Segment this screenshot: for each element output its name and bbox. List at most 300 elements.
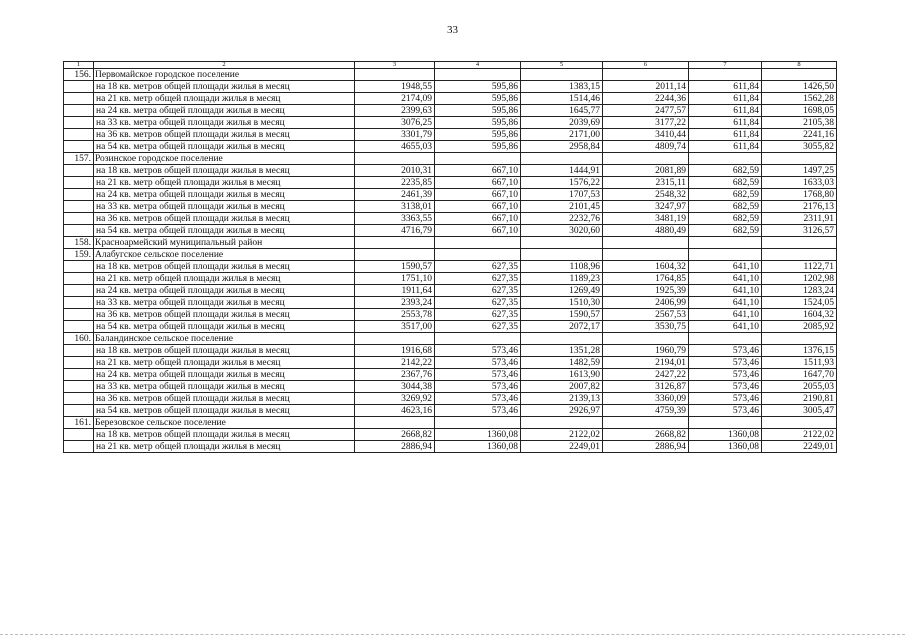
- value-cell: [603, 249, 689, 261]
- row-label-cell: на 36 кв. метров общей площади жилья в месяц: [94, 309, 355, 321]
- section-row: [64, 69, 837, 81]
- value-cell: 627,35: [435, 297, 521, 309]
- value-cell: 611,84: [689, 129, 762, 141]
- value-cell: 1514,46: [521, 93, 603, 105]
- value-cell: 2553,78: [355, 309, 435, 321]
- row-number-cell: [64, 285, 94, 297]
- value-cell: 573,46: [689, 357, 762, 369]
- row-number-cell: [64, 141, 94, 153]
- value-cell: [689, 237, 762, 249]
- value-cell: 2406,99: [603, 297, 689, 309]
- section-row: [64, 237, 837, 249]
- value-cell: 1613,90: [521, 369, 603, 381]
- value-cell: 2461,39: [355, 189, 435, 201]
- row-number-cell: [64, 177, 94, 189]
- value-cell: [603, 333, 689, 345]
- row-number-cell: [64, 381, 94, 393]
- value-cell: 2072,17: [521, 321, 603, 333]
- value-cell: [603, 153, 689, 165]
- column-number-cell: 3: [355, 62, 435, 69]
- value-cell: 1645,77: [521, 105, 603, 117]
- value-cell: 3269,92: [355, 393, 435, 405]
- value-cell: 1764,85: [603, 273, 689, 285]
- value-cell: 3126,87: [603, 381, 689, 393]
- row-number-cell: [64, 81, 94, 93]
- value-cell: 1202,98: [762, 273, 837, 285]
- table-row: [64, 201, 837, 213]
- column-number-cell: 5: [521, 62, 603, 69]
- value-cell: 2122,02: [762, 429, 837, 441]
- value-cell: 1751,10: [355, 273, 435, 285]
- value-cell: 1383,15: [521, 81, 603, 93]
- value-cell: 1376,15: [762, 345, 837, 357]
- section-title-cell: Березовское сельское поселение: [94, 417, 355, 429]
- value-cell: 4716,79: [355, 225, 435, 237]
- column-number-cell: 4: [435, 62, 521, 69]
- value-cell: 2055,03: [762, 381, 837, 393]
- value-cell: [689, 69, 762, 81]
- value-cell: 2010,31: [355, 165, 435, 177]
- value-cell: 1911,64: [355, 285, 435, 297]
- value-cell: 682,59: [689, 225, 762, 237]
- value-cell: 2081,89: [603, 165, 689, 177]
- table-row: [64, 441, 837, 453]
- value-cell: 4809,74: [603, 141, 689, 153]
- row-number-cell: [64, 441, 94, 453]
- column-number-cell: 7: [689, 62, 762, 69]
- value-cell: 573,46: [435, 393, 521, 405]
- value-cell: 2427,22: [603, 369, 689, 381]
- table-row: [64, 141, 837, 153]
- value-cell: 2567,53: [603, 309, 689, 321]
- value-cell: 2477,57: [603, 105, 689, 117]
- value-cell: 1360,08: [435, 429, 521, 441]
- section-title-cell: Розинское городское поселение: [94, 153, 355, 165]
- value-cell: 2122,02: [521, 429, 603, 441]
- row-label-cell: на 54 кв. метров общей площади жилья в месяц: [94, 405, 355, 417]
- row-number-cell: 159.: [64, 249, 94, 261]
- value-cell: 641,10: [689, 273, 762, 285]
- value-cell: 611,84: [689, 141, 762, 153]
- value-cell: 2315,11: [603, 177, 689, 189]
- value-cell: 1524,05: [762, 297, 837, 309]
- table-row: [64, 321, 837, 333]
- value-cell: 682,59: [689, 165, 762, 177]
- value-cell: [435, 153, 521, 165]
- row-number-cell: 160.: [64, 333, 94, 345]
- row-label-cell: на 24 кв. метра общей площади жилья в месяц: [94, 105, 355, 117]
- value-cell: 3055,82: [762, 141, 837, 153]
- value-cell: 3177,22: [603, 117, 689, 129]
- section-title-cell: Первомайское городское поселение: [94, 69, 355, 81]
- value-cell: 2194,01: [603, 357, 689, 369]
- value-cell: 3410,44: [603, 129, 689, 141]
- value-cell: [603, 237, 689, 249]
- value-cell: 2548,32: [603, 189, 689, 201]
- value-cell: 3020,60: [521, 225, 603, 237]
- row-label-cell: на 21 кв. метр общей площади жилья в месяц: [94, 93, 355, 105]
- table-row: [64, 285, 837, 297]
- value-cell: 1269,49: [521, 285, 603, 297]
- value-cell: 3247,97: [603, 201, 689, 213]
- value-cell: 4880,49: [603, 225, 689, 237]
- value-cell: 3363,55: [355, 213, 435, 225]
- value-cell: 3517,00: [355, 321, 435, 333]
- table-row: [64, 345, 837, 357]
- row-number-cell: [64, 297, 94, 309]
- value-cell: 595,86: [435, 81, 521, 93]
- tariff-table: [63, 61, 837, 453]
- table-row: [64, 165, 837, 177]
- value-cell: 3301,79: [355, 129, 435, 141]
- value-cell: 1108,96: [521, 261, 603, 273]
- value-cell: 682,59: [689, 177, 762, 189]
- value-cell: [355, 333, 435, 345]
- value-cell: 1360,08: [689, 429, 762, 441]
- value-cell: 1604,32: [603, 261, 689, 273]
- value-cell: [355, 69, 435, 81]
- table-row: [64, 357, 837, 369]
- value-cell: 1590,57: [521, 309, 603, 321]
- value-cell: 573,46: [689, 405, 762, 417]
- value-cell: [521, 69, 603, 81]
- value-cell: 3044,38: [355, 381, 435, 393]
- value-cell: 641,10: [689, 297, 762, 309]
- value-cell: 627,35: [435, 285, 521, 297]
- value-cell: 2668,82: [603, 429, 689, 441]
- table-row: [64, 309, 837, 321]
- row-label-cell: на 36 кв. метров общей площади жилья в месяц: [94, 393, 355, 405]
- value-cell: 641,10: [689, 261, 762, 273]
- row-label-cell: на 18 кв. метров общей площади жилья в месяц: [94, 165, 355, 177]
- value-cell: 3005,47: [762, 405, 837, 417]
- value-cell: 1960,79: [603, 345, 689, 357]
- value-cell: 2926,97: [521, 405, 603, 417]
- value-cell: 667,10: [435, 165, 521, 177]
- row-label-cell: на 24 кв. метра общей площади жилья в месяц: [94, 189, 355, 201]
- section-title-cell: Алабугское сельское поселение: [94, 249, 355, 261]
- value-cell: 2190,81: [762, 393, 837, 405]
- value-cell: 1426,50: [762, 81, 837, 93]
- value-cell: [355, 249, 435, 261]
- row-label-cell: на 54 кв. метра общей площади жилья в месяц: [94, 225, 355, 237]
- value-cell: 1948,55: [355, 81, 435, 93]
- value-cell: 1576,22: [521, 177, 603, 189]
- value-cell: 573,46: [689, 381, 762, 393]
- value-cell: 4623,16: [355, 405, 435, 417]
- section-title-cell: Красноармейский муниципальный район: [94, 237, 355, 249]
- value-cell: [521, 249, 603, 261]
- value-cell: 667,10: [435, 201, 521, 213]
- row-number-cell: [64, 429, 94, 441]
- value-cell: 1189,23: [521, 273, 603, 285]
- section-row: [64, 333, 837, 345]
- value-cell: 1647,70: [762, 369, 837, 381]
- value-cell: [689, 417, 762, 429]
- row-number-cell: [64, 117, 94, 129]
- value-cell: [521, 333, 603, 345]
- value-cell: 1283,24: [762, 285, 837, 297]
- table-body: [64, 62, 837, 453]
- value-cell: 3126,57: [762, 225, 837, 237]
- value-cell: 611,84: [689, 105, 762, 117]
- table-row: [64, 213, 837, 225]
- section-row: [64, 249, 837, 261]
- row-number-cell: [64, 201, 94, 213]
- value-cell: 2241,16: [762, 129, 837, 141]
- value-cell: [355, 417, 435, 429]
- value-cell: 682,59: [689, 189, 762, 201]
- row-number-cell: [64, 405, 94, 417]
- value-cell: 1633,03: [762, 177, 837, 189]
- row-number-cell: [64, 105, 94, 117]
- table-row: [64, 225, 837, 237]
- row-label-cell: на 21 кв. метр общей площади жилья в месяц: [94, 177, 355, 189]
- row-label-cell: на 36 кв. метров общей площади жилья в месяц: [94, 129, 355, 141]
- row-label-cell: на 24 кв. метра общей площади жилья в месяц: [94, 369, 355, 381]
- value-cell: [603, 417, 689, 429]
- value-cell: [521, 153, 603, 165]
- value-cell: [355, 153, 435, 165]
- value-cell: 2139,13: [521, 393, 603, 405]
- value-cell: 2174,09: [355, 93, 435, 105]
- value-cell: 1444,91: [521, 165, 603, 177]
- row-number-cell: [64, 93, 94, 105]
- value-cell: 2886,94: [603, 441, 689, 453]
- value-cell: 2235,85: [355, 177, 435, 189]
- value-cell: [762, 237, 837, 249]
- value-cell: 2886,94: [355, 441, 435, 453]
- value-cell: 627,35: [435, 321, 521, 333]
- table-row: [64, 177, 837, 189]
- value-cell: [689, 153, 762, 165]
- value-cell: 1604,32: [762, 309, 837, 321]
- table-row: [64, 117, 837, 129]
- value-cell: 667,10: [435, 213, 521, 225]
- value-cell: 3076,25: [355, 117, 435, 129]
- row-label-cell: на 36 кв. метров общей площади жилья в месяц: [94, 213, 355, 225]
- value-cell: 4655,03: [355, 141, 435, 153]
- row-number-cell: 156.: [64, 69, 94, 81]
- value-cell: 1768,80: [762, 189, 837, 201]
- row-label-cell: на 18 кв. метров общей площади жилья в месяц: [94, 261, 355, 273]
- value-cell: 2039,69: [521, 117, 603, 129]
- value-cell: 1916,68: [355, 345, 435, 357]
- value-cell: 573,46: [689, 369, 762, 381]
- value-cell: 573,46: [689, 345, 762, 357]
- value-cell: 627,35: [435, 273, 521, 285]
- row-number-cell: [64, 393, 94, 405]
- row-number-cell: 157.: [64, 153, 94, 165]
- value-cell: [689, 249, 762, 261]
- value-cell: 595,86: [435, 129, 521, 141]
- value-cell: 3360,09: [603, 393, 689, 405]
- row-label-cell: на 21 кв. метр общей площади жилья в месяц: [94, 273, 355, 285]
- row-label-cell: на 18 кв. метров общей площади жилья в месяц: [94, 345, 355, 357]
- value-cell: [762, 417, 837, 429]
- value-cell: [521, 417, 603, 429]
- value-cell: 2244,36: [603, 93, 689, 105]
- section-row: [64, 417, 837, 429]
- row-number-cell: [64, 261, 94, 273]
- value-cell: 573,46: [689, 393, 762, 405]
- value-cell: 667,10: [435, 225, 521, 237]
- value-cell: 2393,24: [355, 297, 435, 309]
- value-cell: 2311,91: [762, 213, 837, 225]
- value-cell: 2142,22: [355, 357, 435, 369]
- row-label-cell: на 54 кв. метра общей площади жилья в месяц: [94, 141, 355, 153]
- value-cell: 2085,92: [762, 321, 837, 333]
- value-cell: [762, 69, 837, 81]
- value-cell: 2249,01: [762, 441, 837, 453]
- column-number-cell: 8: [762, 62, 837, 69]
- value-cell: 573,46: [435, 357, 521, 369]
- column-number-cell: 1: [64, 62, 94, 69]
- row-number-cell: [64, 165, 94, 177]
- value-cell: 1122,71: [762, 261, 837, 273]
- value-cell: 1511,93: [762, 357, 837, 369]
- value-cell: 2007,82: [521, 381, 603, 393]
- table-row: [64, 261, 837, 273]
- value-cell: 1360,08: [689, 441, 762, 453]
- row-number-cell: [64, 321, 94, 333]
- value-cell: 573,46: [435, 405, 521, 417]
- value-cell: 682,59: [689, 201, 762, 213]
- value-cell: 2399,63: [355, 105, 435, 117]
- value-cell: 1925,39: [603, 285, 689, 297]
- value-cell: [435, 237, 521, 249]
- value-cell: 1562,28: [762, 93, 837, 105]
- table-row: [64, 369, 837, 381]
- value-cell: 627,35: [435, 309, 521, 321]
- value-cell: 573,46: [435, 369, 521, 381]
- value-cell: 2105,38: [762, 117, 837, 129]
- value-cell: [603, 69, 689, 81]
- value-cell: 627,35: [435, 261, 521, 273]
- value-cell: [435, 249, 521, 261]
- row-number-cell: [64, 309, 94, 321]
- value-cell: [762, 333, 837, 345]
- value-cell: 2668,82: [355, 429, 435, 441]
- column-number-cell: 6: [603, 62, 689, 69]
- value-cell: 3481,19: [603, 213, 689, 225]
- value-cell: 3138,01: [355, 201, 435, 213]
- value-cell: [521, 237, 603, 249]
- page-number: 33: [447, 24, 458, 36]
- value-cell: 595,86: [435, 93, 521, 105]
- value-cell: 1707,53: [521, 189, 603, 201]
- table-row: [64, 129, 837, 141]
- value-cell: [435, 333, 521, 345]
- value-cell: 1360,08: [435, 441, 521, 453]
- table-row: [64, 93, 837, 105]
- row-label-cell: на 33 кв. метра общей площади жилья в месяц: [94, 297, 355, 309]
- row-label-cell: на 54 кв. метра общей площади жилья в месяц: [94, 321, 355, 333]
- value-cell: [355, 237, 435, 249]
- row-label-cell: на 18 кв. метров общей площади жилья в месяц: [94, 81, 355, 93]
- value-cell: [762, 153, 837, 165]
- value-cell: 4759,39: [603, 405, 689, 417]
- value-cell: 641,10: [689, 285, 762, 297]
- value-cell: 1497,25: [762, 165, 837, 177]
- value-cell: 641,10: [689, 321, 762, 333]
- value-cell: 1590,57: [355, 261, 435, 273]
- table-row: [64, 429, 837, 441]
- value-cell: 3530,75: [603, 321, 689, 333]
- value-cell: 611,84: [689, 117, 762, 129]
- row-number-cell: [64, 189, 94, 201]
- value-cell: 1351,28: [521, 345, 603, 357]
- row-number-cell: [64, 369, 94, 381]
- value-cell: 595,86: [435, 117, 521, 129]
- row-label-cell: на 21 кв. метр общей площади жилья в месяц: [94, 441, 355, 453]
- value-cell: [435, 417, 521, 429]
- value-cell: 2171,00: [521, 129, 603, 141]
- table-row: [64, 405, 837, 417]
- value-cell: 2176,13: [762, 201, 837, 213]
- value-cell: 667,10: [435, 189, 521, 201]
- value-cell: 641,10: [689, 309, 762, 321]
- row-number-cell: [64, 273, 94, 285]
- column-number-row: [64, 62, 837, 69]
- row-number-cell: 161.: [64, 417, 94, 429]
- table-row: [64, 81, 837, 93]
- row-number-cell: [64, 345, 94, 357]
- value-cell: 595,86: [435, 141, 521, 153]
- section-row: [64, 153, 837, 165]
- section-title-cell: Баландинское сельское поселение: [94, 333, 355, 345]
- value-cell: [435, 69, 521, 81]
- row-label-cell: на 18 кв. метров общей площади жилья в месяц: [94, 429, 355, 441]
- column-number-cell: 2: [94, 62, 355, 69]
- row-label-cell: на 21 кв. метр общей площади жилья в месяц: [94, 357, 355, 369]
- row-label-cell: на 33 кв. метра общей площади жилья в месяц: [94, 117, 355, 129]
- value-cell: 2249,01: [521, 441, 603, 453]
- value-cell: [762, 249, 837, 261]
- value-cell: 573,46: [435, 345, 521, 357]
- table-row: [64, 297, 837, 309]
- value-cell: 682,59: [689, 213, 762, 225]
- row-number-cell: [64, 225, 94, 237]
- table-row: [64, 273, 837, 285]
- value-cell: 595,86: [435, 105, 521, 117]
- value-cell: 611,84: [689, 93, 762, 105]
- row-label-cell: на 33 кв. метра общей площади жилья в месяц: [94, 381, 355, 393]
- row-number-cell: [64, 129, 94, 141]
- table-row: [64, 189, 837, 201]
- value-cell: 2011,14: [603, 81, 689, 93]
- value-cell: 667,10: [435, 177, 521, 189]
- table-row: [64, 105, 837, 117]
- value-cell: 1510,30: [521, 297, 603, 309]
- row-number-cell: [64, 213, 94, 225]
- value-cell: 1482,59: [521, 357, 603, 369]
- row-label-cell: на 24 кв. метра общей площади жилья в месяц: [94, 285, 355, 297]
- value-cell: 2101,45: [521, 201, 603, 213]
- value-cell: 2232,76: [521, 213, 603, 225]
- value-cell: 611,84: [689, 81, 762, 93]
- value-cell: 2367,76: [355, 369, 435, 381]
- row-number-cell: [64, 357, 94, 369]
- value-cell: 2958,84: [521, 141, 603, 153]
- value-cell: 1698,05: [762, 105, 837, 117]
- table-row: [64, 393, 837, 405]
- value-cell: 573,46: [435, 381, 521, 393]
- row-number-cell: 158.: [64, 237, 94, 249]
- table-row: [64, 381, 837, 393]
- page-bottom-edge: [0, 634, 905, 635]
- value-cell: [689, 333, 762, 345]
